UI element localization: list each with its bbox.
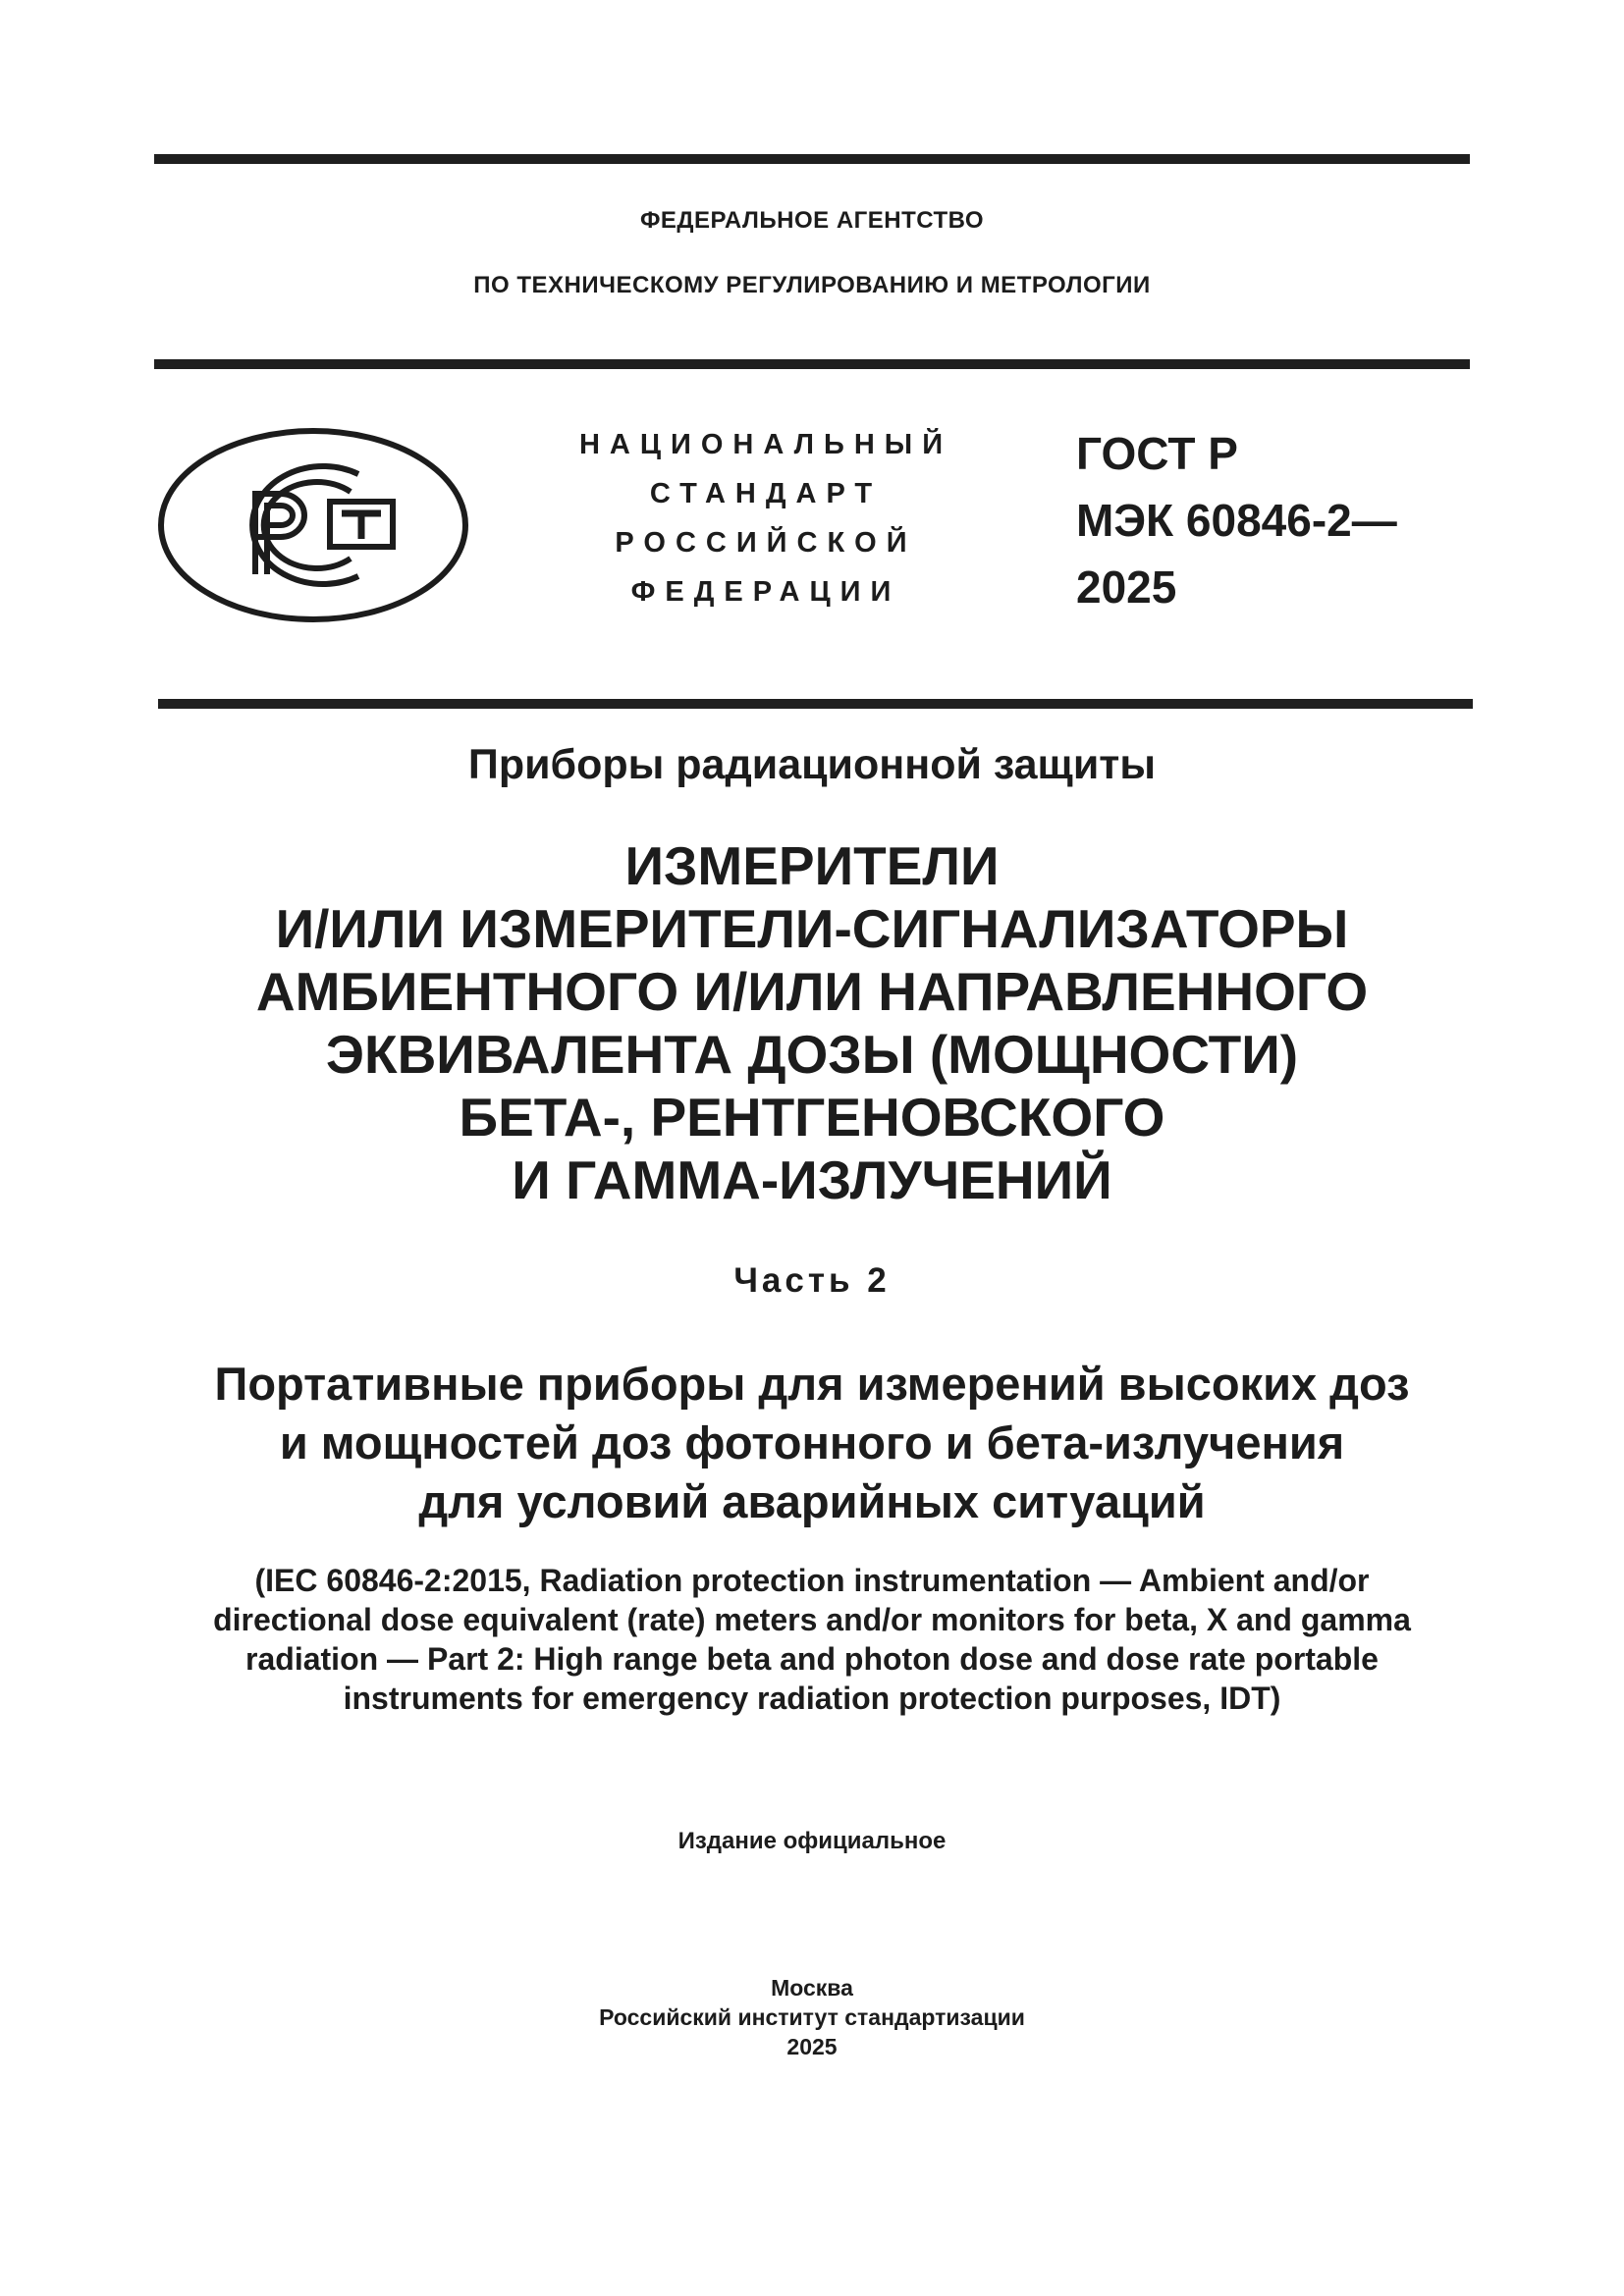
standard-type-line-2: СТАНДАРТ <box>649 478 883 509</box>
top-rule <box>154 154 1470 164</box>
main-title-line: И ГАММА-ИЗЛУЧЕНИЙ <box>512 1149 1112 1210</box>
standard-type-line-3: РОССИЙСКОЙ <box>615 527 917 559</box>
standard-type-line-4: ФЕДЕРАЦИИ <box>630 576 901 608</box>
agency-line-2: ПО ТЕХНИЧЕСКОМУ РЕГУЛИРОВАНИЮ И МЕТРОЛОГИИ <box>473 272 1151 298</box>
publisher-block <box>0 1973 1624 2061</box>
edition-label: Издание официальное <box>677 1828 947 1854</box>
iec-reference-line: radiation — Part 2: High range beta and photon dose and dose rate portable <box>245 1641 1379 1677</box>
subtitle-line: Портативные приборы для измерений высоких доз <box>214 1358 1410 1410</box>
designation-line-1: ГОСТ Р <box>1076 428 1238 479</box>
subtitle-line: и мощностей доз фотонного и бета-излучения <box>279 1416 1345 1468</box>
iec-reference-line: directional dose equivalent (rate) meters and/or monitors for beta, X and gamma <box>213 1602 1411 1637</box>
header-rule <box>154 359 1470 369</box>
category-heading: Приборы радиационной защиты <box>467 741 1157 788</box>
part-subtitle <box>0 1355 1624 1531</box>
standard-type-line-1: НАЦИОНАЛЬНЫЙ <box>578 429 953 460</box>
publisher-organization: Российский институт стандартизации <box>599 2004 1025 2030</box>
designation-line-3: 2025 <box>1076 561 1177 613</box>
subtitle-line: для условий аварийных ситуаций <box>418 1475 1206 1527</box>
title-rule <box>158 699 1473 709</box>
rst-logo <box>157 427 469 623</box>
main-title <box>0 834 1624 1211</box>
standard-type <box>511 420 1021 616</box>
iec-reference-line: (IEC 60846-2:2015, Radiation protection instrumentation — Ambient and/or <box>254 1563 1370 1598</box>
publisher-year: 2025 <box>786 2034 838 2059</box>
rst-certification-mark-icon <box>157 427 469 623</box>
main-title-line: АМБИЕНТНОГО И/ИЛИ НАПРАВЛЕННОГО <box>255 961 1369 1022</box>
iec-reference-line: instruments for emergency radiation protection purposes, IDT) <box>343 1681 1281 1716</box>
iec-reference <box>0 1561 1624 1718</box>
main-title-line: ЭКВИВАЛЕНТА ДОЗЫ (МОЩНОСТИ) <box>325 1024 1299 1085</box>
main-title-line: ИЗМЕРИТЕЛИ <box>624 835 1000 896</box>
publisher-city: Москва <box>771 1975 853 2001</box>
main-title-line: И/ИЛИ ИЗМЕРИТЕЛИ-СИГНАЛИЗАТОРЫ <box>275 898 1349 959</box>
designation-line-2: МЭК 60846-2— <box>1076 495 1397 546</box>
agency-line-1: ФЕДЕРАЛЬНОЕ АГЕНТСТВО <box>639 207 985 234</box>
main-title-line: БЕТА-, РЕНТГЕНОВСКОГО <box>459 1087 1165 1148</box>
standard-designation <box>1076 420 1469 620</box>
part-label: Часть 2 <box>733 1261 891 1300</box>
